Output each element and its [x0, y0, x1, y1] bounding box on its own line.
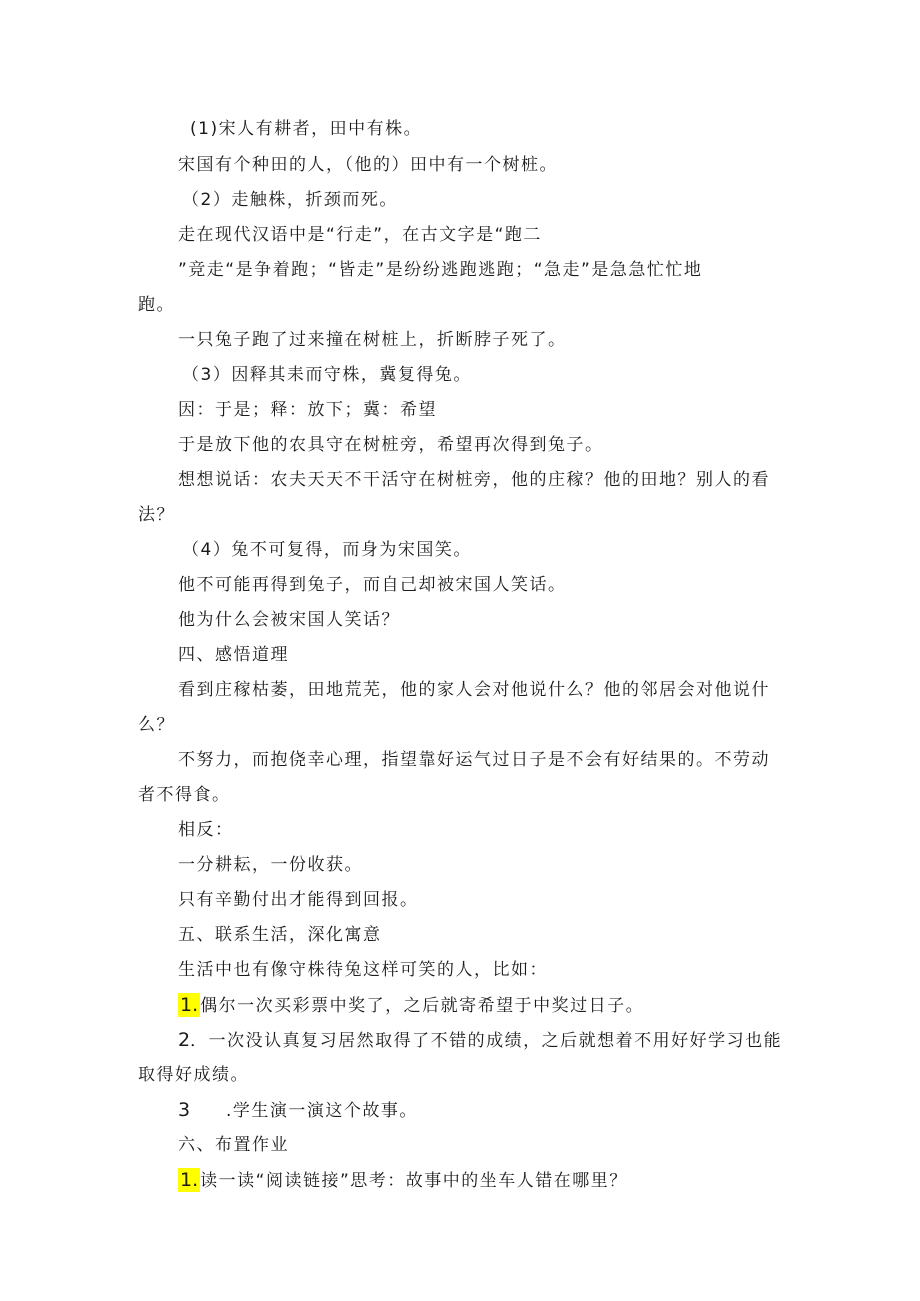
text-line: 走在现代汉语中是“行走”，在古文字是“跑二: [178, 225, 542, 245]
text-line: 只有辛勤付出才能得到回报。: [178, 890, 419, 910]
text-line: （4）兔不可复得，而身为宋国笑。: [182, 540, 472, 560]
section-heading: 四、感悟道理: [178, 645, 289, 665]
section-heading: 六、布置作业: [178, 1135, 289, 1155]
item-number: 3: [178, 1099, 191, 1121]
text-line: 法？: [138, 505, 175, 525]
text-line: 生活中也有像守株待兔这样可笑的人，比如：: [178, 960, 548, 980]
text-line: 者不得食。: [138, 785, 231, 805]
text-line: 他不可能再得到兔子，而自己却被宋国人笑话。: [178, 575, 567, 595]
text-line: （2）走触株，折颈而死。: [182, 190, 398, 210]
list-item-text: 读一读“阅读链接”思考：故事中的坐车人错在哪里？: [200, 1171, 628, 1191]
text-line: 想想说话：农夫天天不干活守在树桩旁，他的庄稼？他的田地？别人的看: [178, 470, 770, 490]
list-item-text: 偶尔一次买彩票中奖了，之后就寄希望于中奖过日子。: [200, 996, 645, 1016]
text-line: 跑。: [138, 295, 175, 315]
text-line: 宋国有个种田的人，（他的）田中有一个树桩。: [178, 155, 558, 175]
text-line: 不努力，而抱侥幸心理，指望靠好运气过日子是不会有好结果的。不劳动: [178, 750, 770, 770]
text-line: 于是放下他的农具守在树桩旁，希望再次得到兔子。: [178, 435, 604, 455]
text-line: 一只兔子跑了过来撞在树桩上，折断脖子死了。: [178, 330, 567, 350]
list-item: [178, 1028, 782, 1053]
text-line: 他为什么会被宋国人笑话？: [178, 610, 400, 630]
hw-number-highlighted: 1.: [180, 1169, 199, 1191]
section-heading: 五、联系生活，深化寓意: [178, 925, 382, 945]
list-item: [178, 1168, 628, 1193]
text-line: ”竞走“是争着跑；“皆走”是纷纷逃跑逃跑；“急走”是急急忙忙地: [178, 260, 703, 280]
text-line: （3）因释其耒而守株，冀复得兔。: [182, 365, 472, 385]
text-line: 取得好成绩。: [138, 1065, 249, 1085]
item-number-highlighted: 1.: [180, 994, 199, 1016]
list-item: [178, 993, 644, 1018]
text-line: 一分耕耘，一份收获。: [178, 855, 363, 875]
list-item-text: ．一次没认真复习居然取得了不错的成绩，之后就想着不用好好学习也能: [190, 1031, 783, 1051]
item-number: 2: [178, 1029, 191, 1051]
text-line: 么？: [138, 715, 175, 735]
list-item-text: .学生演一演这个故事。: [226, 1101, 418, 1121]
text-line: 看到庄稼枯萎，田地荒芜，他的家人会对他说什么？他的邻居会对他说什: [178, 680, 770, 700]
text-line: (1)宋人有耕者，田中有株。: [190, 119, 423, 139]
text-line: 因：于是；释：放下；冀：希望: [178, 400, 437, 420]
list-item: [178, 1098, 418, 1123]
text-line: 相反：: [178, 820, 234, 840]
